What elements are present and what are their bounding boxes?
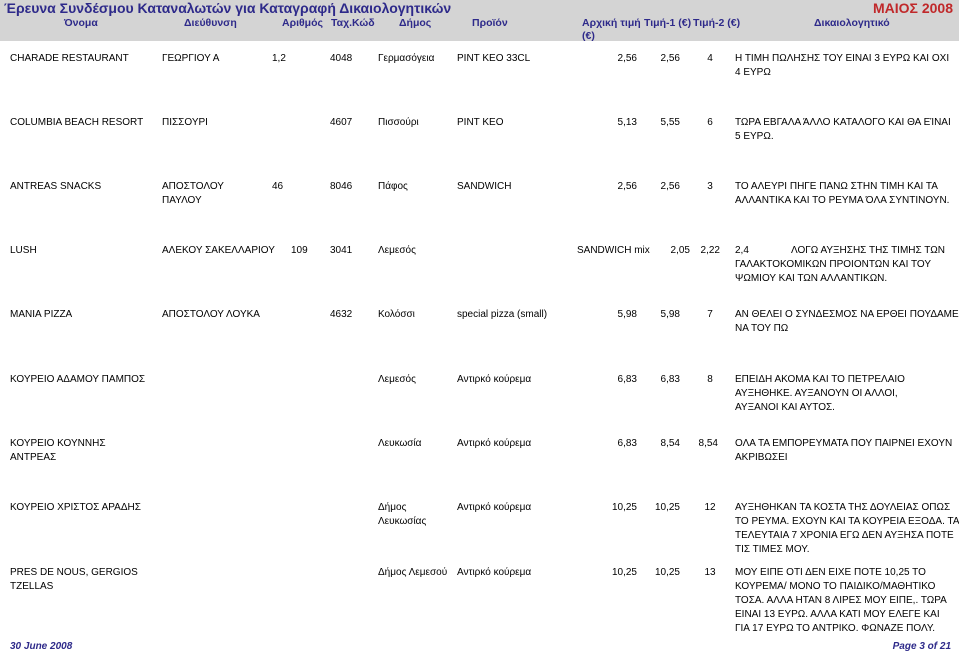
cell-postcode: 4607 xyxy=(330,117,353,128)
cell-product: SANDWICH xyxy=(457,181,512,192)
column-header-price-1: Τιμή-1 (€) xyxy=(644,17,692,29)
cell-price-1: 10,25 xyxy=(654,567,680,578)
cell-justification: Η ΤΙΜΗ ΠΩΛΗΣΗΣ ΤΟΥ ΕΙΝΑΙ 3 ΕΥΡΩ ΚΑΙ ΟΧΙ 4 ΕΥΡΩ xyxy=(735,53,950,78)
cell-price-2: 7 xyxy=(707,309,713,320)
cell-price-1: 6,83 xyxy=(660,374,680,385)
cell-justification: ΑΝ ΘΕΛΕΙ Ο ΣΥΝΔΕΣΜΟΣ ΝΑ ΕΡΘΕΙ ΠΟΥΔΑΜΕ ΝΑ ΤΟΥ ΠΩ xyxy=(735,309,959,334)
column-header-price-2: Τιμή-2 (€) xyxy=(693,17,741,29)
cell-price-1: 5,55 xyxy=(660,117,680,128)
column-header-justification: Δικαιολογητικό xyxy=(814,17,890,29)
cell-name: MANIA PIZZA xyxy=(10,309,73,320)
cell-price-2: 13 xyxy=(704,567,716,578)
cell-product: special pizza (small) xyxy=(457,309,548,320)
cell-justification: ΛΟΓΩ ΑΥΞΗΣΗΣ ΤΗΣ ΤΙΜΗΣ ΤΩΝ ΓΑΛΑΚΤΟΚΟΜΙΚΩΝ ΠΡΟΙΟΝΤΩΝ ΚΑΙ ΤΟΥ ΨΩΜΙΟΥ ΚΑΙ ΤΩΝ ΑΛΛΑΝΤΙΚΩΝ. xyxy=(735,245,945,284)
cell-number: 1,2 xyxy=(272,53,286,64)
cell-postcode: 3041 xyxy=(330,245,353,256)
cell-initial-price: 2,05 xyxy=(670,245,690,256)
cell-price-1: 5,98 xyxy=(660,309,680,320)
cell-name: CHARADE RESTAURANT xyxy=(10,53,129,64)
footer-date: 30 June 2008 xyxy=(10,641,73,652)
cell-address: ΑΠΟΣΤΟΛΟΥ ΠΑΥΛΟΥ xyxy=(162,181,224,206)
cell-price-1: 2,56 xyxy=(660,53,680,64)
cell-name: ΚΟΥΡΕΙΟ ΚΟΥΝΝΗΣ ΑΝΤΡΕΑΣ xyxy=(10,438,106,463)
cell-municipality: Δήμος Λεμεσού xyxy=(378,567,448,578)
cell-initial-price: 2,56 xyxy=(617,53,637,64)
cell-postcode: 4632 xyxy=(330,309,353,320)
cell-price-1: 2,56 xyxy=(660,181,680,192)
cell-justification: ΤΟ ΑΛΕΥΡΙ ΠΗΓΕ ΠΑΝΩ ΣΤΗΝ ΤΙΜΗ ΚΑΙ ΤΑ ΑΛΛΑΝΤΙΚΑ ΚΑΙ ΤΟ ΡΕΥΜΑ ΌΛΑ ΣΥΝΤΙΝΟΥΝ. xyxy=(735,181,950,206)
cell-municipality: Δήμος Λευκωσίας xyxy=(378,502,427,527)
cell-address: ΑΠΟΣΤΟΛΟΥ ΛΟΥΚΑ xyxy=(162,309,260,320)
cell-price-2: 4 xyxy=(707,53,713,64)
cell-name: COLUMBIA BEACH RESORT xyxy=(10,117,144,128)
cell-justification: ΕΠΕΙΔΗ ΑΚΟΜΑ ΚΑΙ ΤΟ ΠΕΤΡΕΛΑΙΟ ΑΥΞΗΘΗΚΕ. ΑΥΞΑΝΟΥΝ ΟΙ ΑΛΛΟΙ, ΑΥΞΑΝΟΙ ΚΑΙ ΑΥΤΟΣ. xyxy=(735,374,905,413)
cell-address: ΠΙΣΣΟΥΡΙ xyxy=(162,117,208,128)
cell-product: PINT KEO 33CL xyxy=(457,53,531,64)
cell-initial-price: 10,25 xyxy=(611,502,637,513)
column-header-product: Προϊόν xyxy=(472,17,508,29)
cell-name: ANTREAS SNACKS xyxy=(10,181,102,192)
cell-price-1: 10,25 xyxy=(654,502,680,513)
cell-initial-price: 5,98 xyxy=(617,309,637,320)
cell-price-2: 6 xyxy=(707,117,713,128)
cell-price-1: 8,54 xyxy=(660,438,680,449)
cell-product: Αντιρκό κούρεμα xyxy=(457,567,532,578)
cell-number: 46 xyxy=(272,181,284,192)
column-header-name: Όνομα xyxy=(64,17,98,29)
cell-initial-price: 2,56 xyxy=(617,181,637,192)
cell-product: Αντιρκό κούρεμα xyxy=(457,374,532,385)
cell-municipality: Γερμασόγεια xyxy=(378,53,435,64)
cell-justification: ΑΥΞΗΘΗΚΑΝ ΤΑ ΚΟΣΤΑ ΤΗΣ ΔΟΥΛΕΙΑΣ ΟΠΩΣ ΤΟ ΡΕΥΜΑ. ΕΧΟΥΝ ΚΑΙ ΤΑ ΚΟΥΡΕΙΑ ΕΞΟΔΑ. ΤΑ ΤΕΛΕΥΤΑΙΑ 7 ΧΡΟΝΙΑ ΕΓΩ ΔΕΝ ΑΥΞΗΣΑ ΠΟΤΕ ΤΙΣ ΤΙΜΕΣ ΜΟΥ. xyxy=(735,502,959,555)
cell-municipality: Λεμεσός xyxy=(378,245,416,256)
report-title: Έρευνα Συνδέσμου Καταναλωτών για Καταγραφή Δικαιολογητικών xyxy=(4,0,452,16)
report-header xyxy=(0,0,959,41)
cell-municipality: Λευκωσία xyxy=(378,438,422,449)
cell-name: ΚΟΥΡΕΙΟ ΧΡΙΣΤΟΣ ΑΡΑΔΗΣ xyxy=(10,502,141,513)
cell-number: 109 xyxy=(291,245,308,256)
column-header-number: Αριθμός xyxy=(282,17,323,29)
cell-municipality: Λεμεσός xyxy=(378,374,416,385)
cell-product: Αντιρκό κούρεμα xyxy=(457,502,532,513)
cell-address: ΑΛΕΚΟΥ ΣΑΚΕΛΛΑΡΙΟΥ xyxy=(162,245,275,256)
cell-justification: ΤΩΡΑ ΕΒΓΑΛΑ ΆΛΛΟ ΚΑΤΑΛΟΓΟ ΚΑΙ ΘΑ ΕΊΝΑΙ 5 ΕΥΡΩ. xyxy=(735,117,951,142)
cell-price-1: 2,22 xyxy=(700,245,720,256)
column-header-address: Διεύθυνση xyxy=(184,17,237,29)
cell-initial-price: 6,83 xyxy=(617,374,637,385)
cell-name: PRES DE NOUS, GERGIOS TZELLAS xyxy=(10,567,138,592)
column-header-initial-price: Αρχική τιμή (€) xyxy=(582,17,641,42)
column-header-municipality: Δήμος xyxy=(399,17,432,29)
cell-initial-price: 6,83 xyxy=(617,438,637,449)
cell-initial-price: 10,25 xyxy=(611,567,637,578)
cell-initial-price: 5,13 xyxy=(617,117,637,128)
cell-justification: ΟΛΑ ΤΑ ΕΜΠΟΡΕΥΜΑΤΑ ΠΟΥ ΠΑΙΡΝΕΙ ΕΧΟΥΝ ΑΚΡΙΒΩΣΕΙ xyxy=(735,438,953,463)
cell-postcode: 8046 xyxy=(330,181,353,192)
footer-page-number: Page 3 of 21 xyxy=(892,641,951,652)
cell-product: SANDWICH mix xyxy=(577,245,650,256)
report-period: ΜΑΙΟΣ 2008 xyxy=(873,0,953,16)
cell-address: ΓΕΩΡΓΙΟΥ Α xyxy=(162,53,220,64)
cell-name: ΚΟΥΡΕΙΟ ΑΔΑΜΟΥ ΠΑΜΠΟΣ xyxy=(10,374,146,385)
cell-justification: ΜΟΥ ΕΙΠΕ ΟΤΙ ΔΕΝ ΕΙΧΕ ΠΟΤΕ 10,25 ΤΟ ΚΟΥΡΕΜΑ/ ΜΟΝΟ ΤΟ ΠΑΙΔΙΚΟ/ΜΑΘΗΤΙΚΟ ΤΟΣΑ. ΑΛΛΑ ΗΤΑΝ 8 ΛΙΡΕΣ ΜΟΥ ΕΙΠΕ,. ΤΩΡΑ ΕΙΝΑΙ 13 ΕΥΡΩ. ΑΛΛΑ ΚΑΤΙ ΜΟΥ ΕΛΕΓΕ ΚΑΙ ΓΙΑ 17 ΕΥΡΩ ΤΟ ΑΝΤΡΙΚΟ. ΦΩΝΑΖΕ ΠΟΛΥ. xyxy=(735,567,947,634)
cell-product: Αντιρκό κούρεμα xyxy=(457,438,532,449)
column-header-postcode: Ταχ.Κώδ xyxy=(331,17,375,29)
cell-postcode: 4048 xyxy=(330,53,353,64)
cell-name: LUSH xyxy=(10,245,37,256)
cell-price-2: 8,54 xyxy=(698,438,718,449)
cell-price-2: 2,4 xyxy=(735,245,749,256)
cell-price-2: 3 xyxy=(707,181,713,192)
cell-price-2: 8 xyxy=(707,374,713,385)
cell-municipality: Πισσούρι xyxy=(378,117,419,128)
cell-municipality: Πάφος xyxy=(378,181,408,192)
cell-product: PINT KEO xyxy=(457,117,504,128)
cell-price-2: 12 xyxy=(704,502,716,513)
cell-municipality: Κολόσσι xyxy=(378,309,415,320)
